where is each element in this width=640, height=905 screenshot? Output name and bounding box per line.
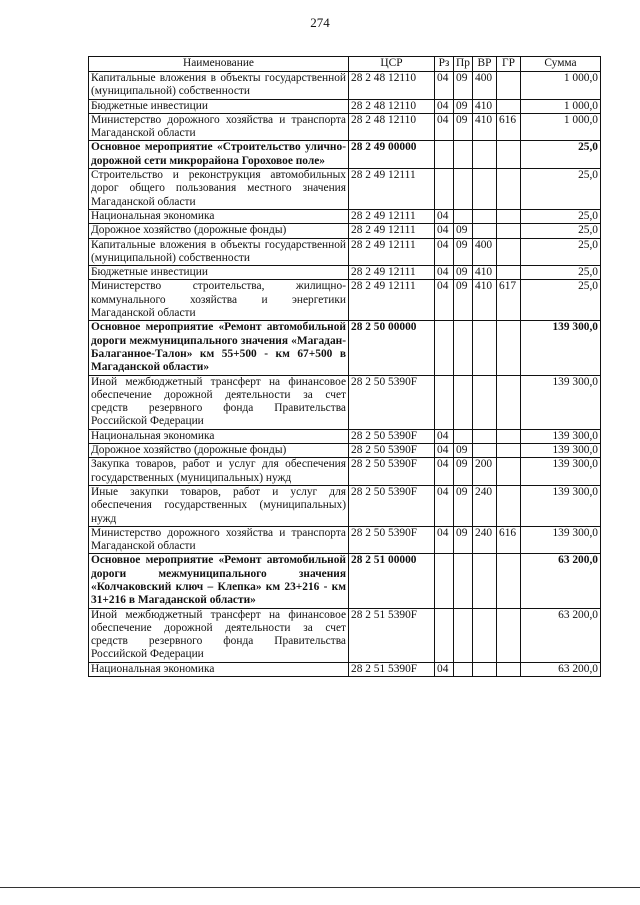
cell-name: Министерство строительства, жилищно-коммунального хозяйства и энергетики Магаданской области: [89, 280, 349, 321]
cell-sum: 139 300,0: [521, 444, 601, 458]
cell-vr: 400: [473, 238, 497, 266]
cell-csr: 28 2 50 5390F: [349, 444, 435, 458]
cell-rz: 04: [435, 72, 454, 100]
cell-gr: [497, 554, 521, 608]
cell-name: Дорожное хозяйство (дорожные фонды): [89, 224, 349, 238]
cell-vr: 410: [473, 280, 497, 321]
table-row: [89, 280, 601, 321]
cell-rz: 04: [435, 280, 454, 321]
cell-rz: 04: [435, 444, 454, 458]
cell-csr: 28 2 48 12110: [349, 99, 435, 113]
table-row: [89, 99, 601, 113]
table-header-row: [89, 57, 601, 72]
cell-pr: 09: [454, 266, 473, 280]
cell-sum: 139 300,0: [521, 458, 601, 486]
cell-name: Национальная экономика: [89, 209, 349, 223]
cell-sum: 139 300,0: [521, 375, 601, 429]
cell-csr: 28 2 51 5390F: [349, 608, 435, 662]
cell-rz: [435, 321, 454, 375]
cell-vr: [473, 141, 497, 169]
cell-rz: 04: [435, 224, 454, 238]
cell-name: Национальная экономика: [89, 429, 349, 443]
table-row: [89, 526, 601, 554]
cell-gr: [497, 375, 521, 429]
cell-vr: 410: [473, 99, 497, 113]
table-row: [89, 238, 601, 266]
cell-vr: [473, 429, 497, 443]
header-pr: Пр: [454, 57, 473, 72]
cell-pr: 09: [454, 238, 473, 266]
cell-gr: 616: [497, 526, 521, 554]
cell-name: Закупка товаров, работ и услуг для обеспечения государственных (муниципальных) нужд: [89, 458, 349, 486]
cell-csr: 28 2 49 12111: [349, 224, 435, 238]
cell-csr: 28 2 51 00000: [349, 554, 435, 608]
table-row: [89, 266, 601, 280]
cell-csr: 28 2 49 12111: [349, 209, 435, 223]
cell-rz: 04: [435, 99, 454, 113]
cell-pr: 09: [454, 72, 473, 100]
cell-rz: [435, 141, 454, 169]
cell-gr: [497, 209, 521, 223]
page-bottom-rule: [0, 887, 640, 888]
table-row: [89, 72, 601, 100]
table-row: [89, 444, 601, 458]
cell-rz: 04: [435, 266, 454, 280]
cell-vr: [473, 169, 497, 210]
cell-gr: [497, 99, 521, 113]
cell-pr: 09: [454, 224, 473, 238]
cell-sum: 1 000,0: [521, 99, 601, 113]
cell-csr: 28 2 51 5390F: [349, 662, 435, 676]
cell-pr: [454, 141, 473, 169]
table-row: [89, 458, 601, 486]
cell-sum: 1 000,0: [521, 113, 601, 141]
cell-rz: 04: [435, 209, 454, 223]
cell-name: Иной межбюджетный трансферт на финансовое обеспечение дорожной деятельности за счет средств резервного фонда Правительства Российской Федерации: [89, 608, 349, 662]
cell-vr: [473, 375, 497, 429]
cell-name: Дорожное хозяйство (дорожные фонды): [89, 444, 349, 458]
cell-name: Основное мероприятие «Строительство улично-дорожной сети микрорайона Гороховое поле»: [89, 141, 349, 169]
cell-name: Министерство дорожного хозяйства и транспорта Магаданской области: [89, 113, 349, 141]
cell-sum: 139 300,0: [521, 485, 601, 526]
cell-rz: [435, 169, 454, 210]
cell-gr: [497, 169, 521, 210]
cell-csr: 28 2 48 12110: [349, 113, 435, 141]
table-row: [89, 141, 601, 169]
cell-sum: 63 200,0: [521, 662, 601, 676]
cell-csr: 28 2 50 5390F: [349, 526, 435, 554]
cell-name: Основное мероприятие «Ремонт автомобильной дороги межмуниципального значения «Магадан-Балаганное-Талон» км 55+500 - км 67+500 в Магаданской области»: [89, 321, 349, 375]
cell-pr: 09: [454, 99, 473, 113]
cell-name: Бюджетные инвестиции: [89, 99, 349, 113]
table-row: [89, 485, 601, 526]
cell-csr: 28 2 50 5390F: [349, 485, 435, 526]
cell-sum: 63 200,0: [521, 554, 601, 608]
cell-vr: [473, 554, 497, 608]
cell-gr: [497, 266, 521, 280]
cell-vr: 200: [473, 458, 497, 486]
page-number: 274: [310, 15, 330, 30]
cell-csr: 28 2 49 12111: [349, 266, 435, 280]
cell-rz: [435, 375, 454, 429]
table-row: [89, 429, 601, 443]
header-vr: ВР: [473, 57, 497, 72]
cell-vr: [473, 662, 497, 676]
cell-rz: 04: [435, 429, 454, 443]
cell-name: Капитальные вложения в объекты государственной (муниципальной) собственности: [89, 238, 349, 266]
cell-csr: 28 2 48 12110: [349, 72, 435, 100]
cell-vr: [473, 209, 497, 223]
cell-pr: 09: [454, 444, 473, 458]
table-row: [89, 209, 601, 223]
cell-csr: 28 2 50 5390F: [349, 458, 435, 486]
table-row: [89, 169, 601, 210]
header-rz: Рз: [435, 57, 454, 72]
cell-sum: 139 300,0: [521, 526, 601, 554]
cell-pr: [454, 554, 473, 608]
cell-sum: 25,0: [521, 209, 601, 223]
cell-gr: [497, 444, 521, 458]
cell-gr: [497, 485, 521, 526]
cell-vr: 240: [473, 526, 497, 554]
cell-csr: 28 2 49 12111: [349, 280, 435, 321]
cell-gr: 617: [497, 280, 521, 321]
cell-name: Капитальные вложения в объекты государственной (муниципальной) собственности: [89, 72, 349, 100]
cell-sum: 25,0: [521, 169, 601, 210]
cell-gr: [497, 238, 521, 266]
cell-csr: 28 2 50 5390F: [349, 375, 435, 429]
cell-sum: 139 300,0: [521, 321, 601, 375]
cell-gr: [497, 224, 521, 238]
cell-name: Основное мероприятие «Ремонт автомобильной дороги межмуниципального значения «Колчаковский ключ – Клепка» км 23+216 - км 31+216 в Магаданской области»: [89, 554, 349, 608]
cell-vr: [473, 321, 497, 375]
cell-vr: [473, 608, 497, 662]
cell-gr: [497, 608, 521, 662]
cell-sum: 139 300,0: [521, 429, 601, 443]
table-row: [89, 662, 601, 676]
table-row: [89, 224, 601, 238]
cell-gr: [497, 429, 521, 443]
cell-gr: [497, 141, 521, 169]
cell-pr: [454, 321, 473, 375]
cell-rz: [435, 608, 454, 662]
cell-gr: [497, 321, 521, 375]
header-name: Наименование: [89, 57, 349, 72]
header-gr: ГР: [497, 57, 521, 72]
cell-vr: 240: [473, 485, 497, 526]
cell-pr: 09: [454, 113, 473, 141]
table-row: [89, 375, 601, 429]
cell-pr: [454, 429, 473, 443]
cell-gr: [497, 662, 521, 676]
cell-vr: 400: [473, 72, 497, 100]
cell-sum: 1 000,0: [521, 72, 601, 100]
table-row: [89, 554, 601, 608]
cell-gr: [497, 72, 521, 100]
cell-csr: 28 2 49 12111: [349, 238, 435, 266]
cell-csr: 28 2 50 5390F: [349, 429, 435, 443]
cell-csr: 28 2 49 12111: [349, 169, 435, 210]
cell-csr: 28 2 49 00000: [349, 141, 435, 169]
cell-name: Строительство и реконструкция автомобильных дорог общего пользования местного значения Магаданской области: [89, 169, 349, 210]
header-sum: Сумма: [521, 57, 601, 72]
cell-vr: [473, 444, 497, 458]
cell-rz: 04: [435, 485, 454, 526]
cell-pr: [454, 608, 473, 662]
cell-gr: [497, 458, 521, 486]
cell-rz: [435, 554, 454, 608]
cell-rz: 04: [435, 458, 454, 486]
cell-rz: 04: [435, 113, 454, 141]
cell-pr: 09: [454, 458, 473, 486]
cell-pr: 09: [454, 280, 473, 321]
cell-vr: [473, 224, 497, 238]
cell-sum: 25,0: [521, 238, 601, 266]
cell-sum: 63 200,0: [521, 608, 601, 662]
budget-table: [88, 56, 601, 677]
cell-name: Иной межбюджетный трансферт на финансовое обеспечение дорожной деятельности за счет средств резервного фонда Правительства Российской Федерации: [89, 375, 349, 429]
cell-rz: 04: [435, 526, 454, 554]
cell-pr: [454, 662, 473, 676]
cell-name: Бюджетные инвестиции: [89, 266, 349, 280]
cell-pr: [454, 209, 473, 223]
table-row: [89, 321, 601, 375]
cell-pr: [454, 169, 473, 210]
cell-pr: 09: [454, 485, 473, 526]
cell-name: Национальная экономика: [89, 662, 349, 676]
cell-sum: 25,0: [521, 224, 601, 238]
cell-pr: [454, 375, 473, 429]
cell-sum: 25,0: [521, 266, 601, 280]
cell-csr: 28 2 50 00000: [349, 321, 435, 375]
cell-sum: 25,0: [521, 280, 601, 321]
table-row: [89, 113, 601, 141]
cell-name: Иные закупки товаров, работ и услуг для обеспечения государственных (муниципальных) нужд: [89, 485, 349, 526]
cell-vr: 410: [473, 113, 497, 141]
cell-gr: 616: [497, 113, 521, 141]
cell-sum: 25,0: [521, 141, 601, 169]
cell-vr: 410: [473, 266, 497, 280]
cell-name: Министерство дорожного хозяйства и транспорта Магаданской области: [89, 526, 349, 554]
header-csr: ЦСР: [349, 57, 435, 72]
cell-pr: 09: [454, 526, 473, 554]
cell-rz: 04: [435, 238, 454, 266]
table-row: [89, 608, 601, 662]
cell-rz: 04: [435, 662, 454, 676]
